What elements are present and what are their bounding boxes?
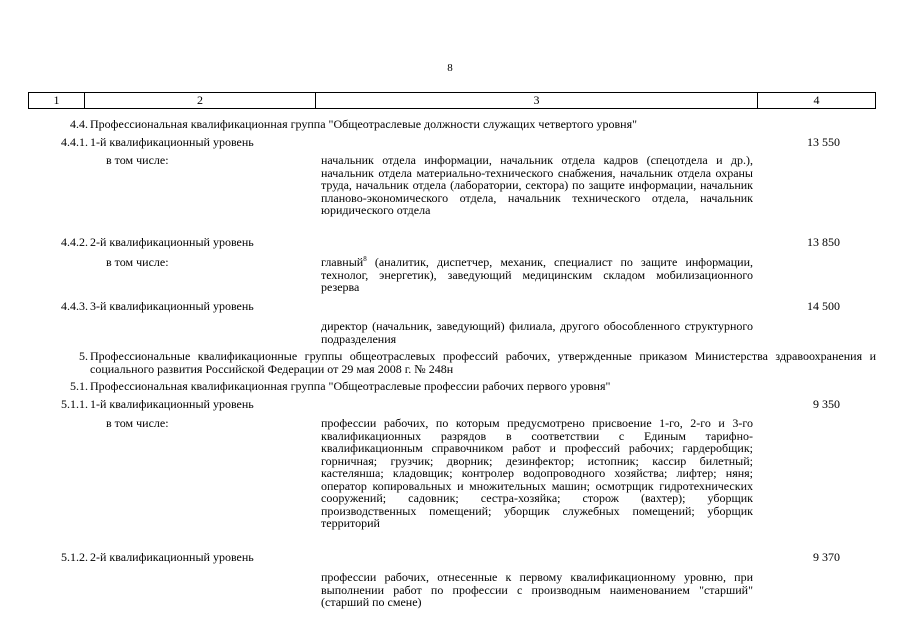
row-number: 5. xyxy=(79,349,88,363)
level-name: 1-й квалификационный уровень xyxy=(90,135,254,149)
column-header-3: 3 xyxy=(316,93,758,108)
column-header-4: 4 xyxy=(813,93,820,107)
column-header-1: 1 xyxy=(29,93,85,108)
including-label: в том числе: xyxy=(106,153,169,167)
salary-value: 9 370 xyxy=(813,550,840,564)
positions-description: начальник отдела информации, начальник отдела кадров (спецотдела и др.), начальник отдела материально-технического снабжения, начальник отдела охраны труда, начальник отдела (лаборатории, сектора) по защите информации, начальник планово-экономического отдела, начальник технического отдела, начальник юридического отдела xyxy=(321,153,753,217)
salary-value: 14 500 xyxy=(807,299,840,313)
group-title: Профессиональная квалификационная группа "Общеотраслевые должности служащих четвертого уровня" xyxy=(90,117,637,131)
row-number: 4.4.3. xyxy=(61,299,88,313)
level-name: 2-й квалификационный уровень xyxy=(90,235,254,249)
salary-value: 9 350 xyxy=(813,397,840,411)
desc-lead-word: главный xyxy=(321,255,364,269)
row-number: 4.4. xyxy=(70,117,88,131)
level-name: 3-й квалификационный уровень xyxy=(90,299,254,313)
row-number: 4.4.1. xyxy=(61,135,88,149)
desc-rest: (аналитик, диспетчер, механик, специалист по защите информации, технолог, энергетик), заведующий медицинским складом мобилизационного резерва xyxy=(321,255,753,294)
row-number: 5.1. xyxy=(70,379,88,393)
row-number: 5.1.2. xyxy=(61,550,88,564)
row-number: 4.4.2. xyxy=(61,235,88,249)
footnote-marker: 8 xyxy=(363,255,367,263)
group-title: Профессиональные квалификационные группы общеотраслевых профессий рабочих, утвержденные приказом Министерства здравоохранения и социального развития Российской Федерации от 29 мая 2008 г. № 248н xyxy=(90,349,876,376)
positions-description: директор (начальник, заведующий) филиала, другого обособленного структурного подразделения xyxy=(321,319,753,346)
salary-value: 13 550 xyxy=(807,135,840,149)
including-label: в том числе: xyxy=(106,255,169,269)
level-name: 1-й квалификационный уровень xyxy=(90,397,254,411)
including-label: в том числе: xyxy=(106,416,169,430)
column-header-2: 2 xyxy=(85,93,316,108)
positions-description: профессии рабочих, по которым предусмотрено присвоение 1-го, 2-го и 3-го квалификационных разрядов в соответствии с Единым тарифно-квалификационным справочником работ и профессий рабочих; гардеробщик; горничная; грузчик; дворник; дезинфектор; истопник; кассир билетный; кастелянша; кладовщик; контролер водопроводного хозяйства; лифтер; няня; оператор копировальных и множительных машин; осмотрщик гидротехнических сооружений; садовник; сестра-хозяйка; сторож (вахтер); уборщик производственных помещений; уборщик служебных помещений; уборщик территорий xyxy=(321,416,753,530)
row-number: 5.1.1. xyxy=(61,397,88,411)
table-header xyxy=(28,92,876,109)
positions-description xyxy=(321,256,753,294)
page-number: 8 xyxy=(447,62,453,74)
positions-description: профессии рабочих, отнесенные к первому квалификационному уровню, при выполнении работ по профессии с производным наименованием "старший" (старший по смене) xyxy=(321,570,753,609)
group-title: Профессиональная квалификационная группа "Общеотраслевые профессии рабочих первого уровня" xyxy=(90,379,611,393)
level-name: 2-й квалификационный уровень xyxy=(90,550,254,564)
salary-value: 13 850 xyxy=(807,235,840,249)
